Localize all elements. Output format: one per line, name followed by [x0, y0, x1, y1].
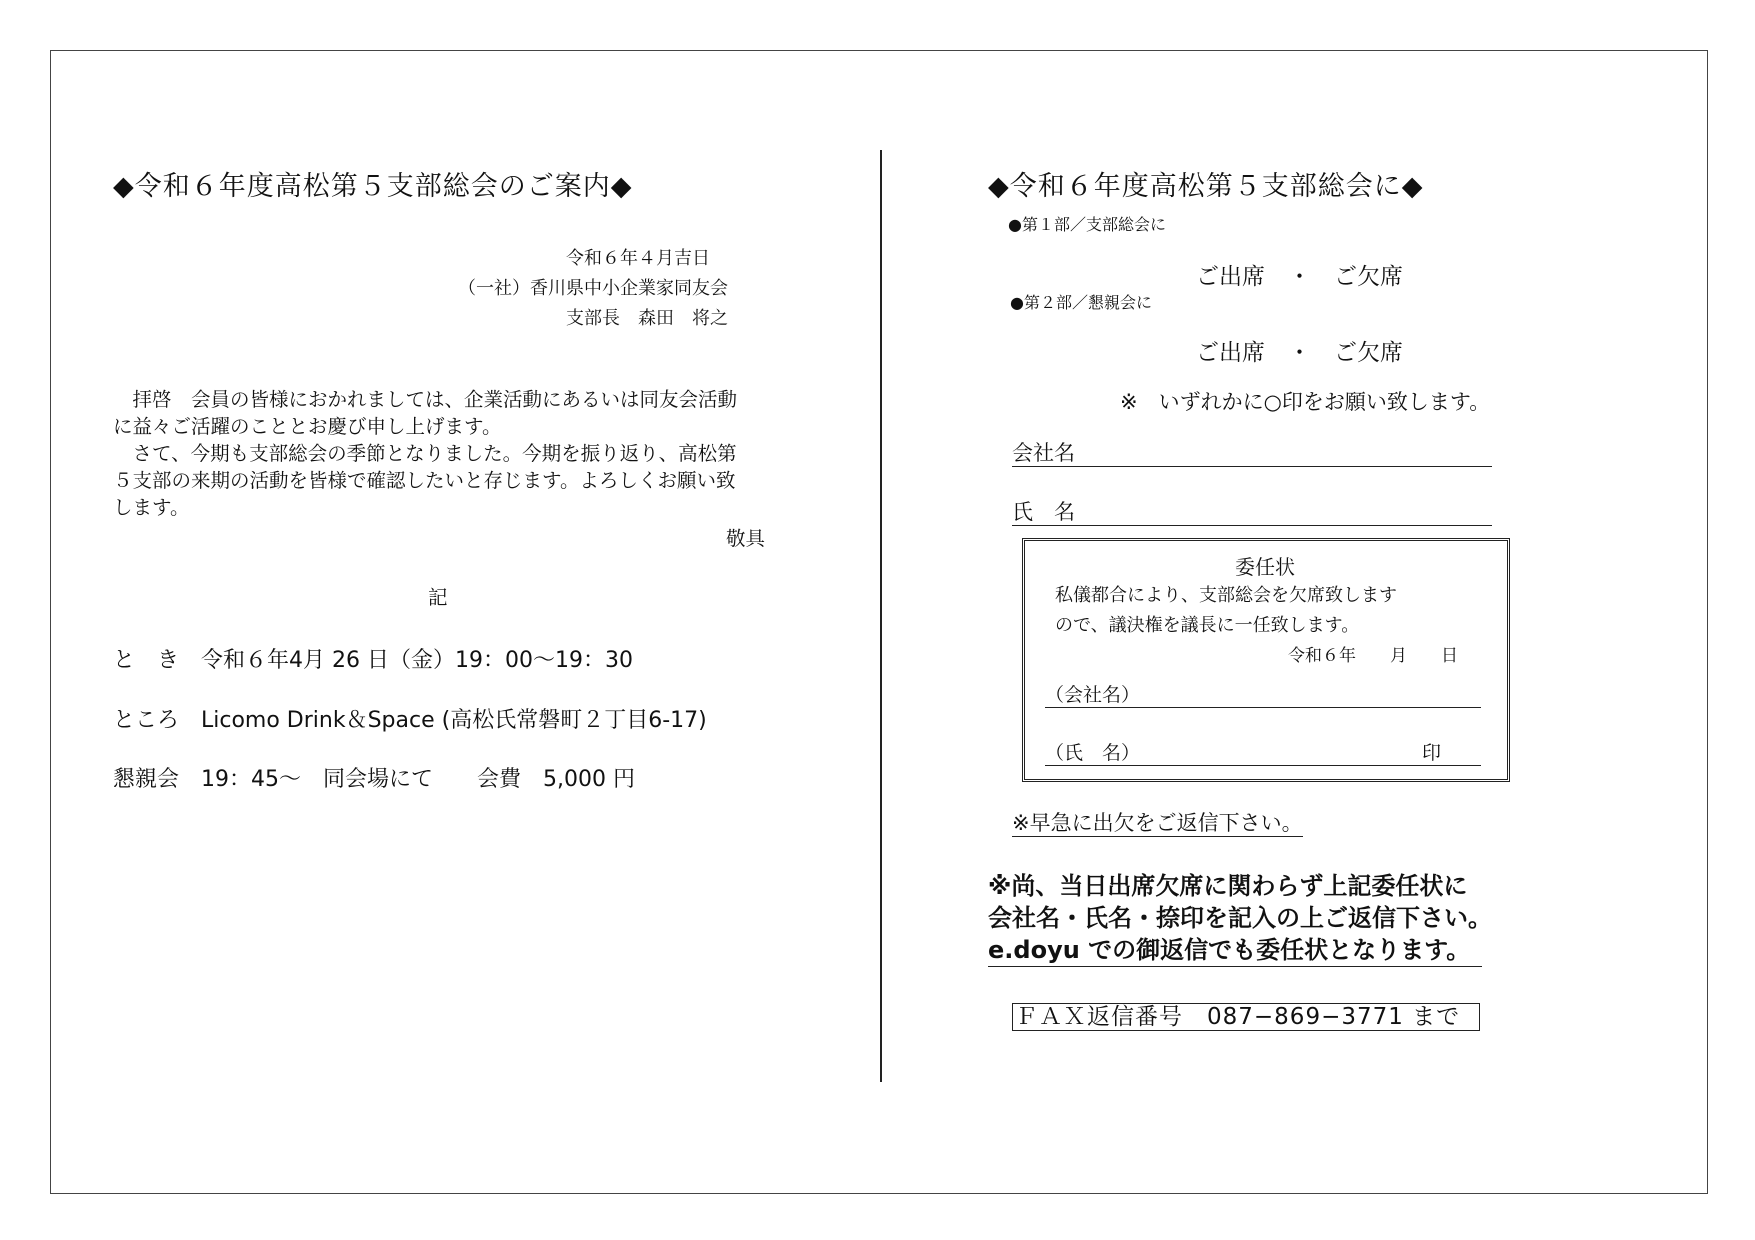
greeting-line: します。 [113, 496, 190, 519]
part1-choices: ご出席 ・ ご欠席 [1196, 264, 1403, 290]
note-line: e.doyu での御返信でも委任状となります。 [988, 934, 1482, 967]
company-label: 会社名 [1012, 441, 1075, 465]
part2-choices: ご出席 ・ ご欠席 [1196, 340, 1403, 366]
closing: 敬具 [726, 527, 766, 550]
ki-heading: 記 [428, 586, 448, 609]
event-place: ところ Licomo Drink＆Space (高松氏常磐町２丁目6-17) [113, 708, 707, 733]
reception-info: 懇親会 19：45〜 同会場にて 会費 5,000 円 [113, 767, 635, 792]
sender: 支部長 森田 将之 [566, 308, 728, 329]
greeting-line: 拝啓 会員の皆様におかれましては、企業活動にあるいは同友会活動 [113, 388, 738, 411]
invitation-title: ◆令和６年度高松第５支部総会のご案内◆ [113, 171, 633, 202]
proxy-form-box [1022, 538, 1510, 782]
part2-label: ●第２部／懇親会に [1010, 293, 1152, 312]
proxy-text-line: ので、議決権を議長に一任致します。 [1055, 615, 1360, 636]
name-field [1012, 499, 1492, 526]
part1-label: ●第１部／支部総会に [1008, 215, 1166, 234]
additional-note [988, 870, 1492, 967]
proxy-company-field [1045, 683, 1481, 708]
center-divider [880, 150, 882, 1082]
company-field [1012, 440, 1492, 467]
note-line: ※尚、当日出席欠席に関わらず上記委任状に [988, 872, 1468, 900]
proxy-name-field [1045, 741, 1481, 766]
proxy-date: 令和６年 月 日 [1288, 646, 1458, 666]
urgent-reply-note: ※早急に出欠をご返信下さい。 [1012, 811, 1303, 835]
name-label: 氏 名 [1012, 500, 1075, 524]
circle-note: ※ いずれかに○印をお願い致します。 [1120, 390, 1491, 414]
greeting-paragraph [113, 386, 737, 521]
note-line: 会社名・氏名・捺印を記入の上ご返信下さい。 [988, 904, 1492, 932]
issue-date: 令和６年４月吉日 [566, 248, 710, 269]
proxy-name-label: （氏 名） [1045, 742, 1141, 764]
proxy-text-line: 私儀都合により、支部総会を欠席致します [1055, 585, 1397, 606]
fax-number-box: ＦＡＸ返信番号 087−869−3771 まで [1012, 1003, 1480, 1031]
greeting-line: ５支部の来期の活動を皆様で確認したいと存じます。よろしくお願い致 [113, 469, 736, 492]
proxy-company-label: （会社名） [1045, 684, 1141, 706]
seal-mark: 印 [1421, 742, 1441, 764]
reply-title: ◆令和６年度高松第５支部総会に◆ [988, 171, 1424, 202]
organization: （一社）香川県中小企業家同友会 [458, 278, 728, 299]
greeting-line: さて、今期も支部総会の季節となりました。今期を振り返り、高松第 [113, 442, 737, 465]
greeting-line: に益々ご活躍のこととお慶び申し上げます。 [113, 415, 502, 438]
event-time: と き 令和６年4月 26 日（金）19：00〜19：30 [113, 648, 633, 673]
proxy-title: 委任状 [1235, 555, 1295, 579]
